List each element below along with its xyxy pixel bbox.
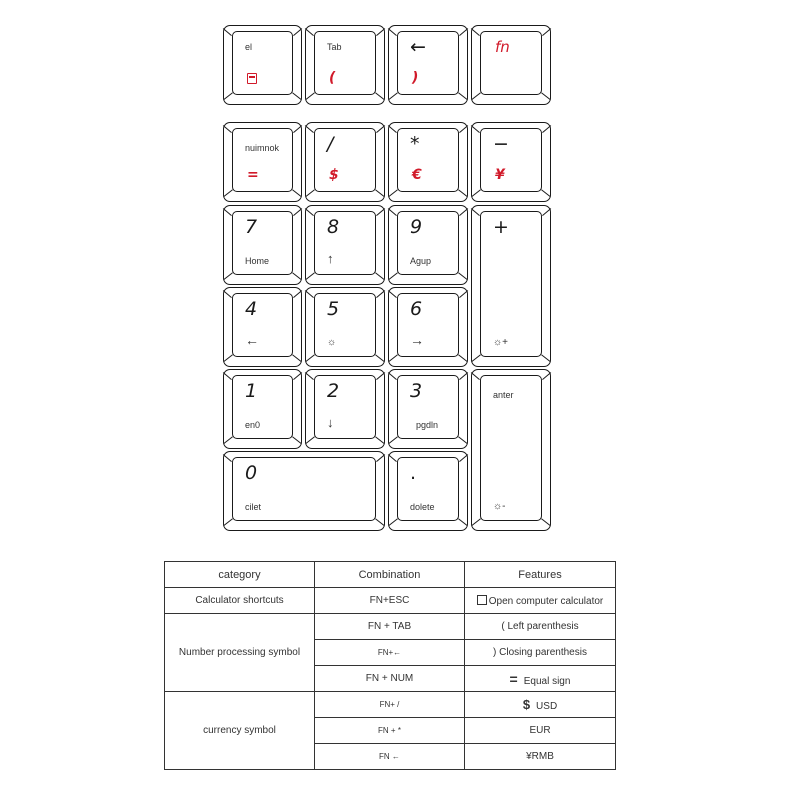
numlock-key (223, 122, 302, 202)
table-row (165, 692, 616, 718)
key-0 (223, 451, 385, 531)
right-arrow-icon: → (410, 332, 424, 348)
plus-key-label: + (493, 216, 509, 238)
feature-cell: ( Left parenthesis (465, 614, 616, 640)
category-cell: currency symbol (165, 692, 315, 770)
minus-key-label: − (493, 133, 509, 155)
key-1-label: 1 (245, 380, 258, 402)
key-4 (223, 287, 302, 367)
key-7-label: 7 (245, 216, 258, 238)
dot-key (388, 451, 468, 531)
category-cell: Number processing symbol (165, 614, 315, 692)
tab-key (305, 25, 385, 105)
feature-text: Open computer calculator (488, 595, 604, 607)
dot-key-label: . (410, 462, 417, 484)
key-6-label: 6 (410, 298, 423, 320)
key-2-label: 2 (327, 380, 340, 402)
key-0-label: 0 (245, 462, 258, 484)
plus-key (471, 205, 551, 367)
key-3-sub-label: pgdln (416, 420, 439, 430)
header-category: category (165, 562, 315, 588)
minus-key-fn-label: ¥ (495, 167, 505, 183)
dot-key-sub-label: dolete (410, 502, 435, 512)
combination-cell: FN+ESC (315, 588, 465, 614)
feature-cell: EUR (465, 718, 616, 744)
key-6 (388, 287, 468, 367)
calculator-icon (247, 73, 257, 84)
enter-key-label: anter (493, 390, 514, 400)
left-arrow-icon: ← (245, 332, 259, 348)
feature-cell (465, 744, 616, 770)
key-9-label: 9 (410, 216, 423, 238)
shortcut-table (164, 561, 616, 770)
asterisk-key (388, 122, 468, 202)
down-arrow-icon: ↓ (327, 415, 334, 430)
brightness-up-icon: ☼+ (493, 337, 509, 348)
combination-cell: FN + NUM (315, 666, 465, 692)
feature-text: RMB (531, 751, 554, 762)
equal-symbol: = (509, 670, 518, 687)
feature-cell (465, 588, 616, 614)
key-7 (223, 205, 302, 285)
yen-symbol: ¥ (526, 751, 532, 762)
key-0-sub-label: cilet (245, 502, 262, 512)
key-1 (223, 369, 302, 449)
numlock-key-label: nuimnok (245, 143, 280, 153)
numlock-key-fn-label: = (247, 167, 259, 183)
key-2 (305, 369, 385, 449)
backspace-arrow-icon: ← (410, 36, 426, 58)
backspace-key (388, 25, 468, 105)
asterisk-key-fn-label: € (412, 167, 422, 183)
tab-key-fn-label: ( (329, 70, 336, 86)
key-5 (305, 287, 385, 367)
header-combination: Combination (315, 562, 465, 588)
slash-key (305, 122, 385, 202)
table-header-row (165, 562, 616, 588)
minus-key (471, 122, 551, 202)
feature-text: USD (536, 701, 558, 712)
combination-cell: FN+← (315, 640, 465, 666)
calculator-icon (477, 595, 487, 605)
asterisk-key-label: * (410, 133, 420, 155)
key-7-sub-label: Home (245, 256, 270, 266)
key-1-sub-label: en0 (245, 420, 261, 430)
key-9-sub-label: Agup (410, 256, 432, 266)
tab-key-label: Tab (327, 42, 342, 52)
fn-key-label: fn (495, 38, 510, 56)
enter-key (471, 369, 551, 531)
slash-key-fn-label: $ (329, 167, 339, 183)
brightness-icon: ☼ (327, 337, 337, 348)
dollar-symbol: $ (522, 697, 531, 712)
combination-cell: FN+ / (315, 692, 465, 718)
combination-cell: FN + TAB (315, 614, 465, 640)
feature-cell (465, 692, 616, 718)
category-cell: Calculator shortcuts (165, 588, 315, 614)
table-row (165, 588, 616, 614)
key-9 (388, 205, 468, 285)
slash-key-label: / (327, 133, 334, 155)
key-3-label: 3 (410, 380, 423, 402)
key-5-label: 5 (327, 298, 340, 320)
key-8 (305, 205, 385, 285)
key-4-label: 4 (245, 298, 258, 320)
key-8-label: 8 (327, 216, 340, 238)
calculator-key-label: el (245, 42, 253, 52)
feature-cell (465, 666, 616, 692)
backspace-key-fn-label: ) (412, 70, 419, 86)
header-features: Features (465, 562, 616, 588)
combination-cell: FN + * (315, 718, 465, 744)
feature-cell: ) Closing parenthesis (465, 640, 616, 666)
calculator-key (223, 25, 302, 105)
fn-key (471, 25, 551, 105)
feature-text: Equal sign (523, 675, 571, 687)
table-row (165, 614, 616, 640)
brightness-down-icon: ☼- (493, 501, 506, 512)
key-3 (388, 369, 468, 449)
combination-cell: FN ← (315, 744, 465, 770)
up-arrow-icon: ↑ (327, 251, 334, 266)
